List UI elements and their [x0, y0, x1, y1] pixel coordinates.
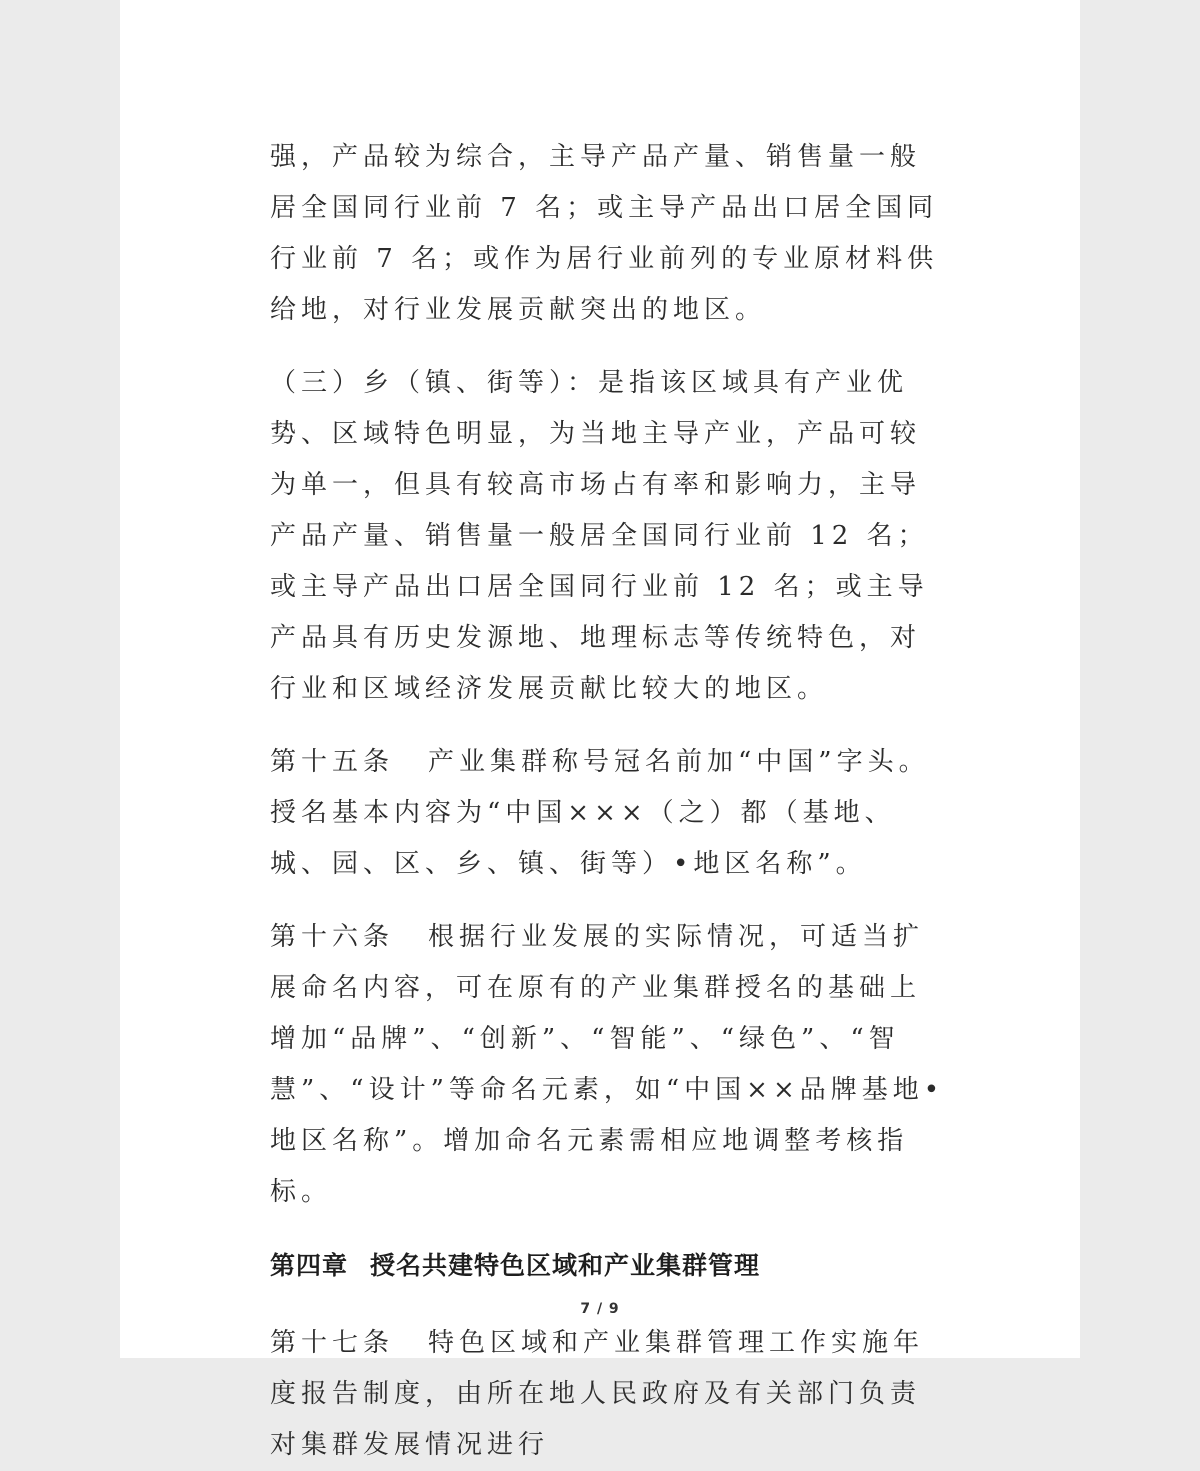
page-body [270, 132, 950, 1471]
paragraph-text: （三）乡（镇、街等）：是指该区域具有产业优势、区域特色明显，为当地主导产业，产品可较为单一，但具有较高市场占有率和影响力，主导产品产量、销售量一般居全国同行业前 12 名；或主导产品出口居全国同行业前 12 名；或主导产品具有历史发源地、地理标志等传统特色，对行业和区域经济发展贡献比较大的地区。 [270, 368, 929, 704]
paragraph-township-definition [270, 358, 950, 715]
paragraph-text: 强，产品较为综合，主导产品产量、销售量一般居全国同行业前 7 名；或主导产品出口居全国同行业前 7 名；或作为居行业前列的专业原材料供给地，对行业发展贡献突出的地区。 [270, 142, 939, 325]
article-text: 特色区域和产业集群管理工作实施年度报告制度，由所在地人民政府及有关部门负责对集群发展情况进行 [270, 1328, 925, 1460]
article-17 [270, 1318, 950, 1471]
article-text: 产业集群称号冠名前加“中国”字头。授名基本内容为“中国×××（之）都（基地、城、园、区、乡、镇、街等）•地区名称”。 [270, 747, 930, 879]
article-15 [270, 737, 950, 890]
chapter-heading [270, 1242, 950, 1290]
chapter-title: 授名共建特色区域和产业集群管理 [370, 1251, 761, 1280]
chapter-number: 第四章 [270, 1251, 349, 1280]
article-number: 第十五条 [270, 747, 395, 777]
document-page [120, 0, 1080, 1460]
page-number-indicator: 7 / 9 [580, 1301, 620, 1317]
paragraph-continued [270, 132, 950, 336]
article-16 [270, 912, 950, 1218]
article-number: 第十七条 [270, 1328, 395, 1358]
article-text: 根据行业发展的实际情况，可适当扩展命名内容，可在原有的产业集群授名的基础上增加“品牌”、“创新”、“智能”、“绿色”、“智慧”、“设计”等命名元素，如“中国××品牌基地•地区名称”。增加命名元素需相应地调整考核指标。 [270, 922, 945, 1207]
article-number: 第十六条 [270, 922, 395, 952]
